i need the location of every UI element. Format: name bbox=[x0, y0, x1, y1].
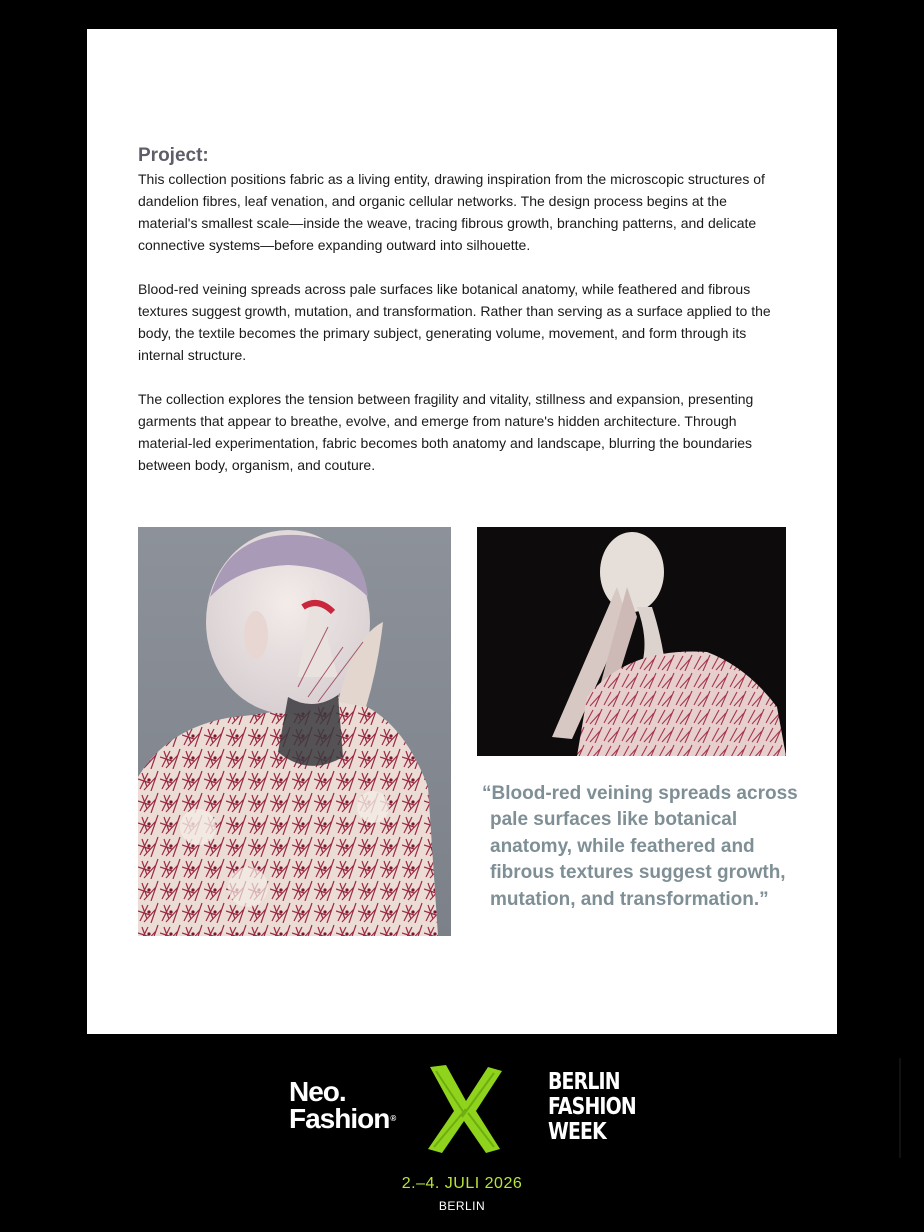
paragraph-1: This collection positions fabric as a living entity, drawing inspiration from the microscopic structures of dandelion fibres, leaf venation, and organic cellular networks. The design process begins at the material's smallest scale—inside the weave, tracing fibrous growth, branching patterns, and delicate connective systems—before expanding outward into silhouette. bbox=[138, 171, 765, 253]
bfw-line3: WEEK bbox=[548, 1119, 606, 1145]
project-heading: Project: bbox=[138, 145, 209, 166]
document-page bbox=[87, 29, 837, 1034]
event-date: 2.–4. JULI 2026 bbox=[401, 1175, 523, 1192]
photo-model-back bbox=[138, 527, 451, 936]
project-description bbox=[138, 168, 788, 498]
registered-mark: ® bbox=[390, 1114, 397, 1123]
berlin-fashion-week-logo bbox=[548, 1070, 636, 1145]
neo-fashion-logo-line1: Neo. bbox=[289, 1076, 346, 1107]
paragraph-2: Blood-red veining spreads across pale surfaces like botanical anatomy, while feathered and fibrous textures suggest growth, mutation, and transformation. Rather than serving as a surface applied to the body, the textile becomes the primary subject, generating volume, movement, and form through its internal structure. bbox=[138, 281, 771, 363]
pull-quote: “Blood-red veining spreads across pale surfaces like botanical anatomy, while feathered and fibrous textures suggest growth, mutation, and transformation.” bbox=[482, 783, 798, 910]
neo-fashion-logo-line2: Fashion® bbox=[289, 1103, 397, 1134]
event-city: BERLIN bbox=[438, 1199, 486, 1213]
neo-fashion-logo bbox=[289, 1078, 396, 1132]
bfw-line2: FASHION bbox=[548, 1094, 636, 1120]
x-collab-icon bbox=[424, 1063, 506, 1155]
photo-model-profile bbox=[477, 527, 786, 756]
divider bbox=[899, 1058, 901, 1158]
bfw-line1: BERLIN bbox=[548, 1069, 620, 1095]
paragraph-3: The collection explores the tension between fragility and vitality, stillness and expansion, presenting garments that appear to breathe, evolve, and emerge from nature's hidden architecture. Through material-led experimentation, fabric becomes both anatomy and landscape, blurring the boundaries between body, organism, and couture. bbox=[138, 391, 754, 473]
